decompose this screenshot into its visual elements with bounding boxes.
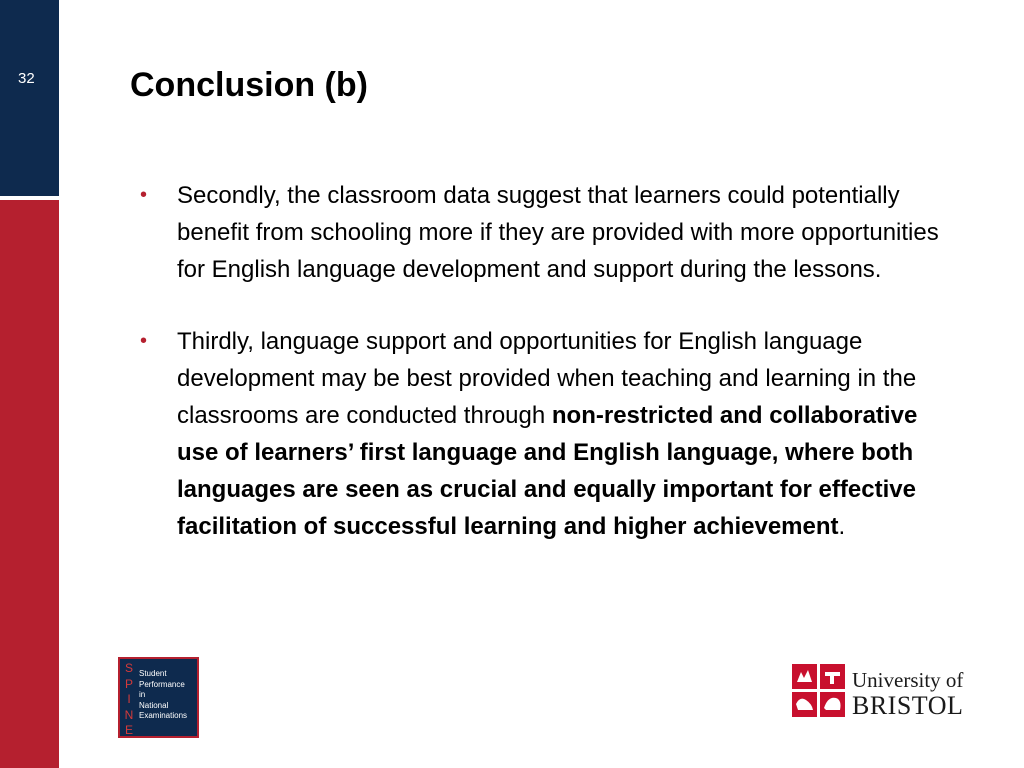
slide-title: Conclusion (b) (130, 66, 368, 104)
sidebar-navy-band (0, 0, 59, 196)
spine-word: National (139, 700, 169, 710)
bristol-logo-line2: BRISTOL (852, 691, 964, 720)
bristol-crest-icon (792, 664, 845, 717)
spine-acronym (124, 661, 134, 739)
spine-logo (118, 657, 199, 738)
spine-word: Student (139, 669, 167, 678)
slide-number: 32 (18, 70, 35, 87)
bullet-text: Secondly, the classroom data suggest that learners could potentially benefit from schooling more if they are provided with more opportunities for English language development and support during the lessons. (177, 182, 939, 283)
spine-full-name (139, 669, 187, 722)
spine-word: Performance (139, 679, 185, 689)
spine-letter: N (124, 707, 134, 722)
university-of-bristol-logo (792, 664, 974, 720)
bristol-logo-line1: University of (852, 668, 964, 692)
bullet-marker: • (140, 330, 148, 352)
bullet-item-thirdly (140, 323, 940, 545)
bullet-marker: • (140, 184, 148, 206)
spine-letter: S (124, 661, 133, 675)
bullet-list (140, 177, 940, 545)
spine-word: Examinations (139, 711, 188, 720)
bullet-item-secondly (140, 177, 940, 288)
spine-word: in (139, 690, 146, 699)
spine-letter: P (124, 676, 133, 691)
bullet-end-punctuation: . (838, 513, 846, 540)
spine-letter: E (124, 723, 133, 737)
bullet-text: Thirdly, language support and opportunities for English language development may be best provided when teaching and learning in the classrooms are conducted through (177, 328, 917, 429)
bullet-bold-text: non-restricted and collaborative use of learners’ first language and English language, where both languages are seen as crucial and equally important for effective facilitation of successful learning and higher achievement (177, 402, 918, 540)
sidebar-red-band (0, 200, 59, 768)
spine-letter: I (127, 692, 131, 706)
